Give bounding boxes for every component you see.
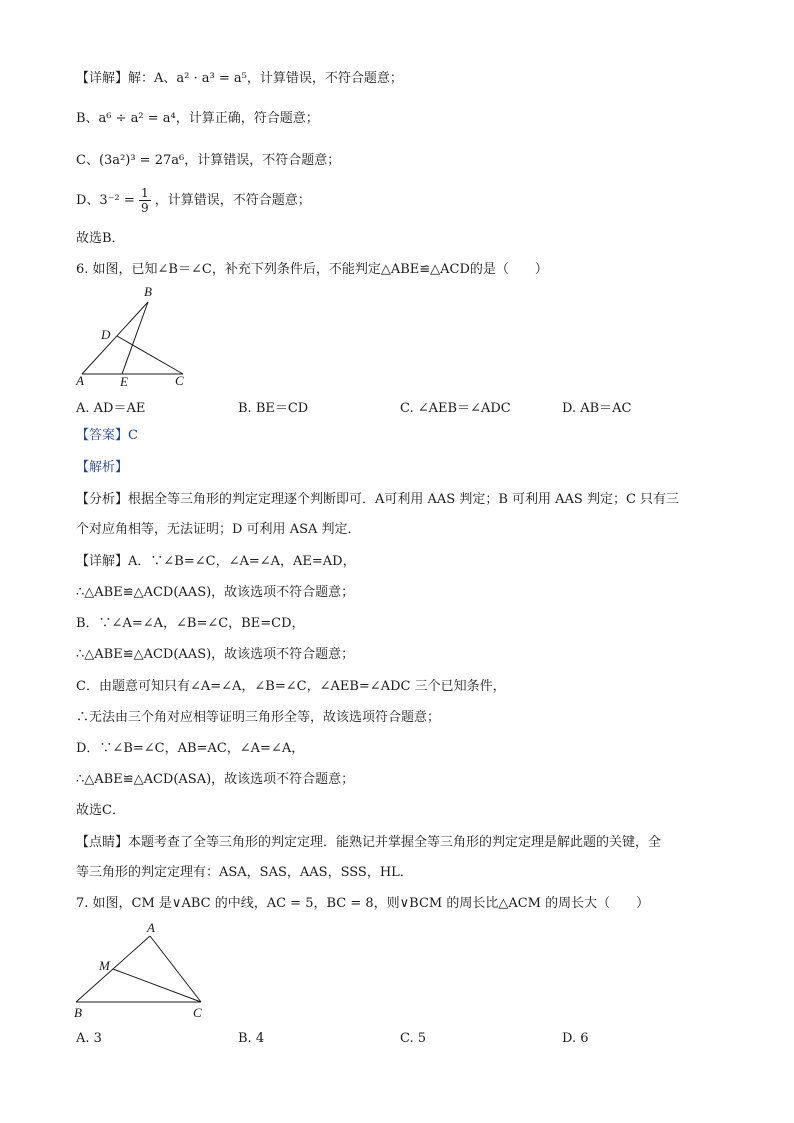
q6-detail-line8: ∴△ABE≌△ACD(ASA)，故该选项不符合题意； [76,772,355,787]
q6-option-b: B. BE＝CD [238,401,309,416]
q6-detail-line5: C．由题意可知只有∠A=∠A，∠B=∠C，∠AEB=∠ADC 三个已知条件， [76,679,506,694]
q6-detail-line1: 【详解】A．∵∠B=∠C，∠A=∠A，AE=AD， [76,554,356,569]
q7-option-d: D. 6 [562,1031,589,1046]
q5-solution-a: 【详解】解：A、a² · a³ = a⁵，计算错误，不符合题意； [76,71,403,86]
q5-conclusion: 故选B． [76,231,125,246]
q6-insight-line2: 等三角形的判定定理有：ASA，SAS，AAS，SSS，HL． [76,865,413,880]
q7-figure [70,918,210,1023]
q6-stem: 6. 如图，已知∠B＝∠C，补充下列条件后，不能判定△ABE≌△ACD的是（ ） [76,262,548,277]
q6-insight-line1: 【点睛】本题考查了全等三角形的判定定理．能熟记并掌握全等三角形的判定定理是解此题的关键，全 [76,835,662,850]
q6-label-c: C [175,373,184,388]
q5-solution-d [76,186,311,215]
q6-detail-line2: ∴△ABE≌△ACD(AAS)，故该选项不符合题意； [76,585,355,600]
q6-figure [70,282,200,392]
q7-option-b: B. 4 [238,1031,265,1046]
q6-option-c: C. ∠AEB＝∠ADC [400,401,511,416]
q6-answer: 【答案】C [76,428,138,443]
q6-label-e: E [120,374,128,389]
q6-analysis-title: 【解析】 [76,460,129,475]
q6-detail-line3: B．∵∠A=∠A，∠B=∠C，BE=CD， [76,616,305,631]
q6-label-a: A [76,373,84,388]
q7-option-a: A. 3 [76,1031,102,1046]
q6-detail-line4: ∴△ABE≌△ACD(AAS)，故该选项不符合题意； [76,647,355,662]
q7-label-b: B [74,1005,82,1020]
q7-label-m: M [99,958,110,973]
q6-label-d: D [101,327,111,342]
q6-label-b: B [144,284,152,299]
q7-option-c: C. 5 [400,1031,427,1046]
q6-detail-line7: D．∵∠B=∠C，AB=AC，∠A=∠A， [76,741,305,756]
q5-fraction-numerator: 1 [140,186,149,200]
q6-segment-be [122,302,148,374]
q6-option-d: D. AB＝AC [562,401,632,416]
q6-fenxi-line1: 【分析】根据全等三角形的判定定理逐个判断即可．A可利用 AAS 判定；B 可利用 AAS 判定；C 只有三 [76,492,680,507]
q6-detail-line9: 故选C． [76,803,125,818]
q5-solution-b: B、a⁶ ÷ a² = a⁴，计算正确，符合题意； [76,111,319,126]
q6-segment-dc [117,336,183,374]
q5-fraction [139,186,151,215]
q7-label-a: A [147,920,155,935]
q5-solution-d-post: ，计算错误，不符合题意； [154,193,311,208]
q6-segment-ab [82,302,148,374]
q5-solution-c: C、(3a²)³ = 27a⁶，计算错误，不符合题意； [76,153,341,168]
q6-detail-line6: ∴无法由三个角对应相等证明三角形全等，故该选项符合题意； [76,710,441,725]
q5-fraction-denominator: 9 [140,201,149,215]
q7-label-c: C [193,1005,202,1020]
q6-fenxi-line2: 个对应角相等，无法证明；D 可利用 ASA 判定． [76,522,361,537]
q7-stem: 7. 如图，CM 是∨ABC 的中线，AC = 5，BC = 8，则∨BCM 的周长比△ACM 的周长大（ ） [76,896,650,911]
q6-option-a: A. AD＝AE [76,401,146,416]
q5-solution-d-pre: D、3⁻² = [76,193,135,208]
